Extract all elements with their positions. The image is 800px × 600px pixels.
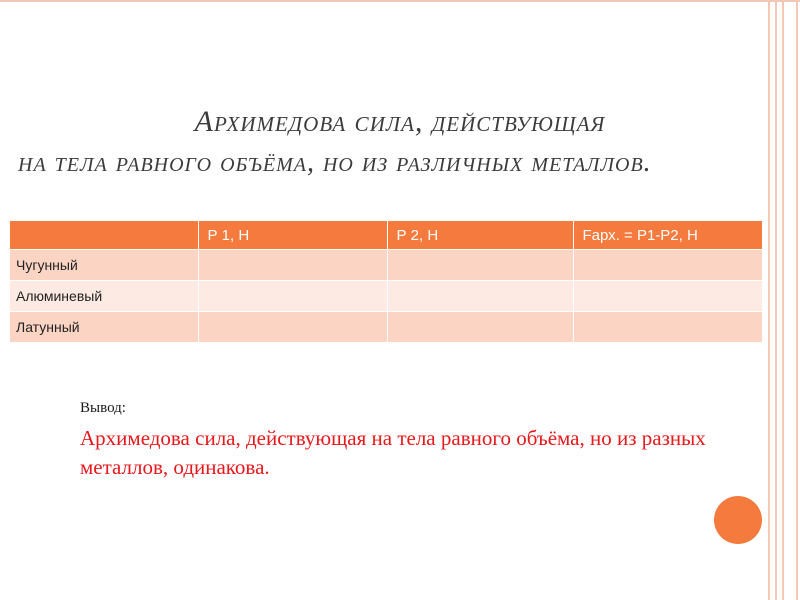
- slide-title-line-2: на тела равного объёма, но из различных металлов.: [18, 147, 652, 178]
- row-label-cell: Алюминевый: [10, 281, 198, 312]
- measurement-table: [10, 221, 762, 342]
- slide-title-line-1: Архимедова сила, действующая: [194, 105, 606, 138]
- row-label-cell: Латунный: [10, 312, 198, 343]
- table-cell: [573, 312, 762, 343]
- table-cell: [573, 250, 762, 281]
- table-row: [10, 281, 762, 312]
- header-cell-p2: Р 2, Н: [387, 221, 573, 250]
- table-cell: [387, 281, 573, 312]
- header-cell-p1: Р 1, Н: [198, 221, 387, 250]
- frame-top-border: [0, 0, 800, 2]
- frame-right-line-2: [775, 0, 777, 600]
- table-cell: [387, 312, 573, 343]
- header-cell-empty: [10, 221, 198, 250]
- table-cell: [198, 250, 387, 281]
- conclusion-text: Архимедова сила, действующая на тела равного объёма, но из разных металлов, одинакова.: [80, 426, 706, 479]
- table-header-row: [10, 221, 762, 250]
- row-label-cell: Чугунный: [10, 250, 198, 281]
- frame-right-line-1: [768, 0, 770, 600]
- header-cell-farch: Fарх. = Р1-Р2, Н: [573, 221, 762, 250]
- decorative-circle: [714, 496, 762, 544]
- table-cell: [198, 281, 387, 312]
- table-cell: [198, 312, 387, 343]
- frame-right-line-3: [782, 0, 784, 600]
- frame-right-line-4: [796, 0, 798, 600]
- conclusion-label: Вывод:: [80, 400, 126, 416]
- table-cell: [573, 281, 762, 312]
- table-row: [10, 312, 762, 343]
- table-row: [10, 250, 762, 281]
- table-cell: [387, 250, 573, 281]
